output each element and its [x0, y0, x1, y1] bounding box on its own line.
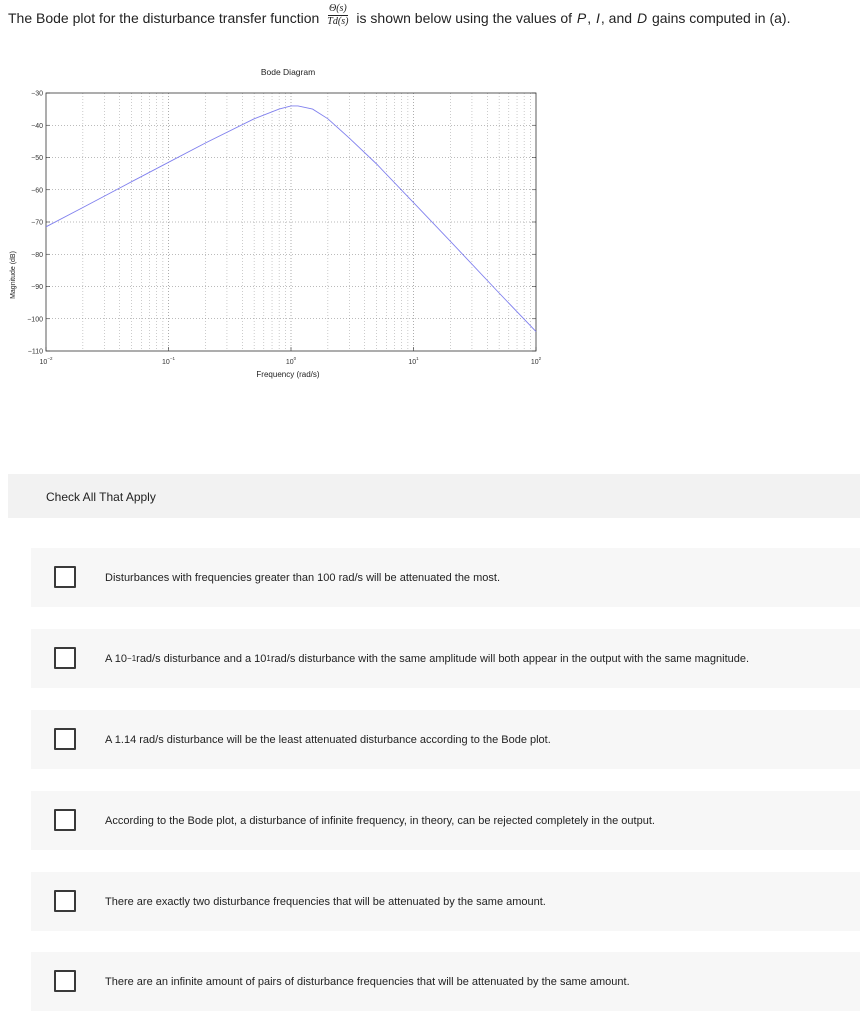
option-4-text: According to the Bode plot, a disturbance of infinite frequency, in theory, can be rejected completely in the output. — [105, 814, 655, 827]
checkbox-3[interactable] — [54, 728, 76, 750]
var-p: P — [576, 9, 587, 26]
fraction-denominator: Td(s) — [327, 16, 349, 27]
option-2-part-1: A 10 — [105, 652, 128, 665]
option-2-part-3: rad/s disturbance with the same amplitude will both appear in the output with the same magnitude. — [270, 652, 750, 665]
y-axis-label: Magnitude (dB) — [10, 251, 17, 299]
option-6[interactable] — [31, 952, 860, 1011]
option-5[interactable] — [31, 872, 860, 931]
option-4[interactable] — [31, 791, 860, 850]
checkbox-1[interactable] — [54, 566, 76, 588]
y-tick-label: −110 — [27, 348, 43, 356]
option-3[interactable] — [31, 710, 860, 769]
problem-statement — [8, 3, 791, 29]
var-i: I — [596, 9, 600, 26]
option-5-text: There are exactly two disturbance frequencies that will be attenuated by the same amount. — [105, 895, 546, 908]
checkbox-2[interactable] — [54, 647, 76, 669]
x-tick-label: $10^1$ — [408, 356, 419, 366]
fraction-numerator: Θ(s) — [328, 3, 347, 14]
intro-text-end: gains computed in (a). — [651, 9, 791, 26]
option-1-text: Disturbances with frequencies greater than 100 rad/s will be attenuated the most. — [105, 571, 501, 584]
y-tick-label: −90 — [31, 284, 43, 291]
x-axis-label: Frequency (rad/s) — [256, 370, 320, 379]
x-tick-label: $10^{-1}$ — [162, 356, 175, 366]
y-tick-labels — [27, 91, 536, 356]
question-header — [8, 474, 860, 518]
var-d: D — [636, 9, 648, 26]
y-tick-label: −80 — [31, 251, 43, 259]
check-all-label: Check All That Apply — [46, 490, 156, 504]
transfer-function-fraction — [327, 4, 348, 27]
checkbox-6[interactable] — [54, 970, 76, 992]
intro-text-after: is shown below using the values of — [356, 9, 572, 26]
y-tick-label: −60 — [31, 187, 43, 195]
option-2[interactable] — [31, 629, 860, 688]
option-1[interactable] — [31, 548, 860, 607]
y-tick-label: −100 — [27, 316, 43, 324]
intro-sep-2: , and — [600, 9, 633, 26]
intro-sep-1: , — [587, 9, 592, 26]
x-tick-label: $10^0$ — [285, 356, 297, 366]
chart-title: Bode Diagram — [260, 67, 316, 77]
intro-text-before: The Bode plot for the disturbance transfer function — [8, 9, 320, 26]
option-6-text: There are an infinite amount of pairs of disturbance frequencies that will be attenuated by the same amount. — [105, 975, 630, 988]
option-3-text: A 1.14 rad/s disturbance will be the least attenuated disturbance according to the Bode plot. — [105, 733, 551, 746]
chart-grid — [46, 93, 536, 351]
bode-diagram — [0, 55, 560, 385]
checkbox-5[interactable] — [54, 890, 76, 912]
checkbox-4[interactable] — [54, 809, 76, 831]
option-2-text: A 10 −1 rad/s disturbance and a 10 1 rad/s disturbance with the same amplitude will both appear in the output with the same magnitude. — [105, 652, 750, 665]
x-tick-label: $10^2$ — [530, 356, 542, 366]
x-tick-labels — [40, 347, 542, 366]
x-tick-label: $10^{-2}$ — [39, 356, 53, 366]
y-tick-label: −50 — [31, 155, 43, 162]
y-tick-label: −30 — [31, 90, 43, 98]
y-tick-label: −40 — [31, 122, 43, 130]
option-2-part-2: rad/s disturbance and a 10 — [136, 652, 267, 665]
y-tick-label: −70 — [31, 219, 43, 227]
